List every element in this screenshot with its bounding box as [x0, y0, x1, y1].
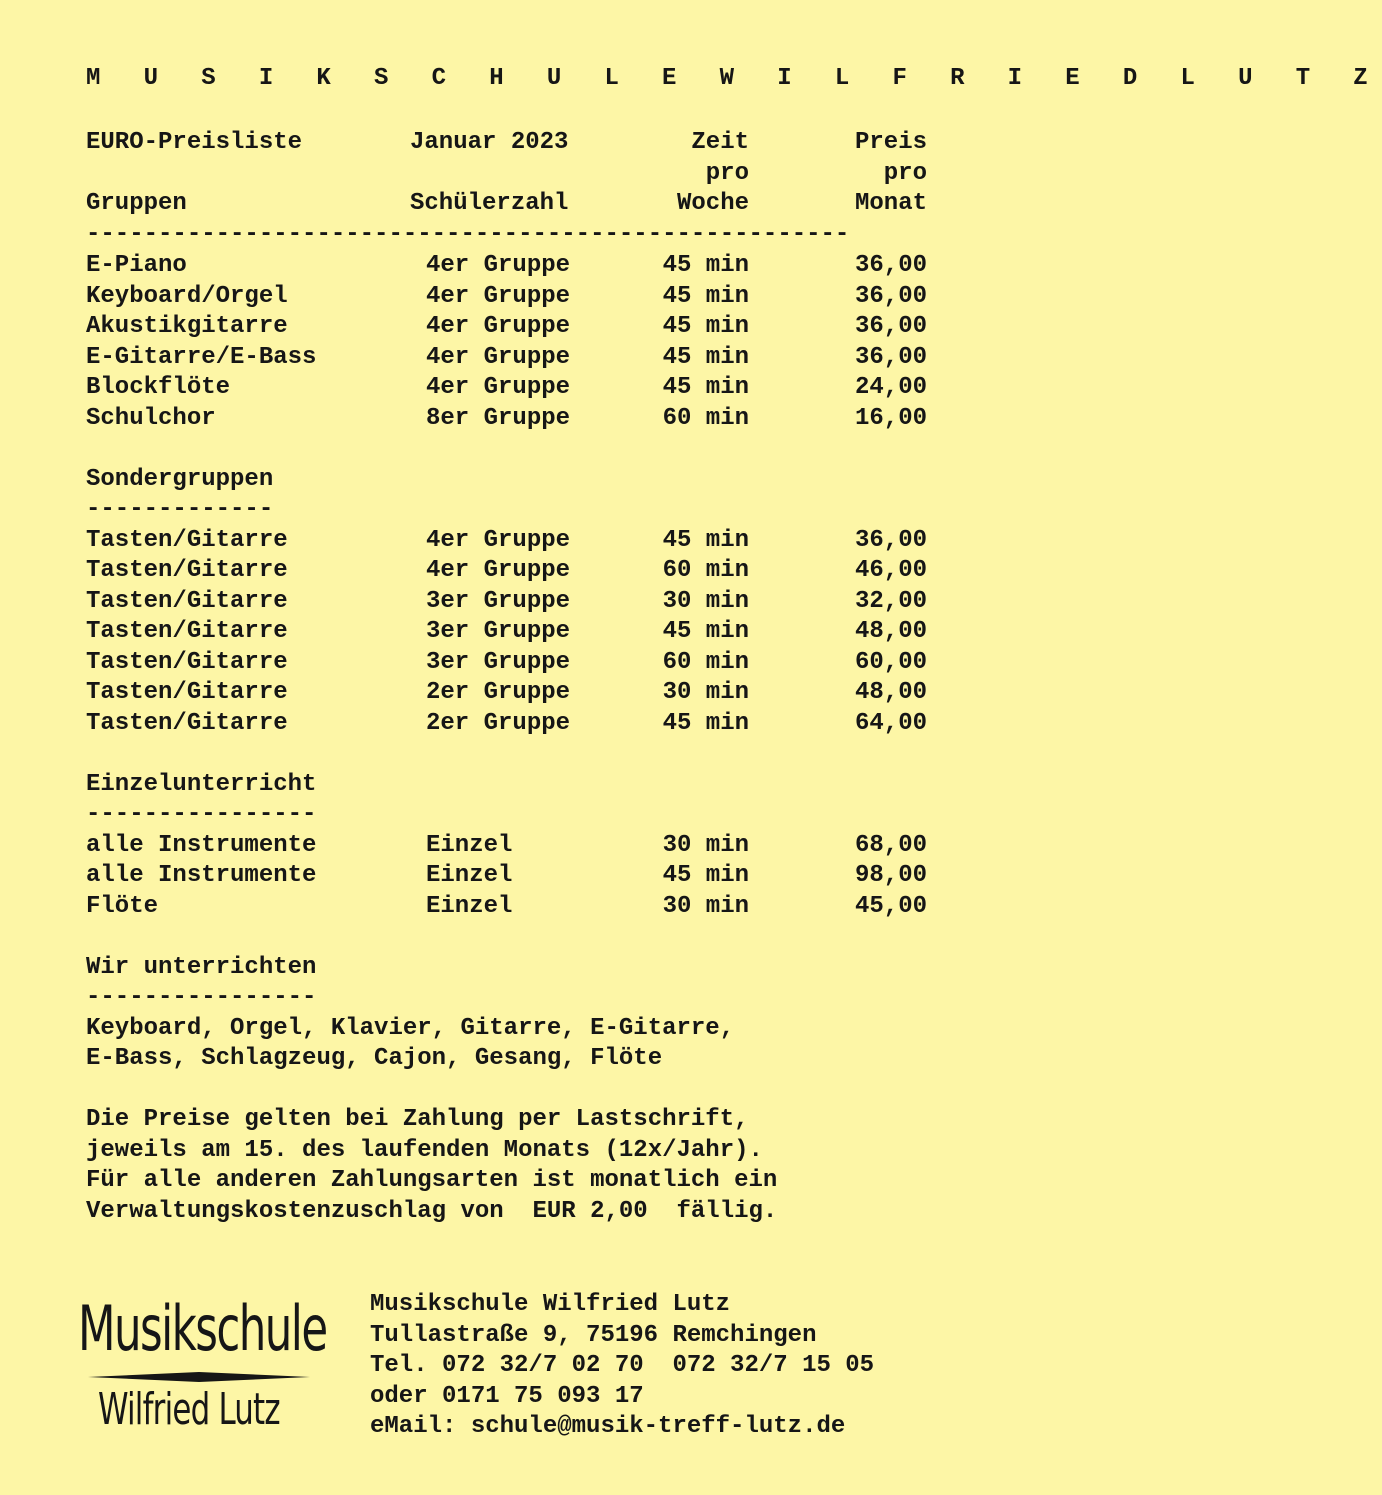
time-cell: 30 min	[662, 587, 749, 615]
school-title: M U S I K S C H U L E W I L F R I E D L U T Z	[86, 65, 1382, 92]
time-cell: 45 min	[662, 618, 749, 645]
time-cell: 45 min	[662, 374, 749, 401]
time-cell: 30 min	[662, 831, 749, 859]
group-size-cell: 4er Gruppe	[426, 374, 571, 401]
group-size-cell: 2er Gruppe	[426, 679, 571, 706]
group-size-cell: 4er Gruppe	[426, 526, 571, 554]
group-size-cell: 3er Gruppe	[426, 587, 571, 615]
teach-heading: Wir unterrichten	[86, 953, 317, 981]
note-line-2: jeweils am 15. des laufenden Monats (12x/Jahr).	[86, 1136, 763, 1164]
teach-line-2: E-Bass, Schlagzeug, Cajon, Gesang, Flöte	[86, 1045, 663, 1072]
single-row	[86, 831, 956, 862]
special-heading: Sondergruppen	[86, 465, 274, 493]
price-cell: 36,00	[854, 252, 927, 279]
group-size-cell: 8er Gruppe	[426, 404, 571, 432]
price-cell: 48,00	[854, 679, 927, 706]
instrument-cell: E-Piano	[86, 252, 187, 279]
instrument-cell: Schulchor	[86, 404, 216, 432]
price-table-header	[86, 128, 956, 250]
special-section	[86, 526, 956, 740]
col-time-pro: pro	[705, 159, 749, 187]
time-cell: 45 min	[662, 313, 749, 340]
groups-section	[86, 251, 956, 434]
group-row	[86, 282, 956, 313]
instrument-cell: Tasten/Gitarre	[86, 679, 288, 706]
time-cell: 45 min	[662, 862, 749, 889]
instrument-cell: Flöte	[86, 892, 159, 920]
price-cell: 36,00	[854, 313, 927, 340]
instrument-cell: E-Gitarre/E-Bass	[86, 343, 317, 371]
price-cell: 16,00	[854, 404, 927, 432]
special-row	[86, 556, 956, 587]
contact-name: Musikschule Wilfried Lutz	[370, 1291, 731, 1318]
teach-line-1: Keyboard, Orgel, Klavier, Gitarre, E-Gitarre,	[86, 1014, 735, 1042]
single-rule: ----------------	[86, 801, 317, 828]
price-cell: 68,00	[854, 831, 927, 859]
col-month-label: Monat	[854, 190, 927, 217]
group-size-cell: Einzel	[426, 831, 513, 859]
time-cell: 45 min	[662, 709, 749, 737]
header-divider: -----------------------------------------------------	[86, 220, 850, 248]
price-cell: 48,00	[854, 618, 927, 645]
school-logo	[78, 1292, 328, 1442]
price-table-body	[86, 251, 956, 1227]
group-size-cell: 3er Gruppe	[426, 618, 571, 645]
note-line-4: Verwaltungskostenzuschlag von EUR 2,00 fällig.	[86, 1197, 778, 1225]
instrument-cell: Tasten/Gitarre	[86, 618, 288, 645]
time-cell: 30 min	[662, 679, 749, 706]
single-section	[86, 831, 956, 923]
time-cell: 45 min	[662, 282, 749, 310]
header-row-1	[86, 128, 956, 159]
col-price-pro: pro	[883, 159, 927, 187]
time-cell: 45 min	[662, 252, 749, 279]
group-row	[86, 251, 956, 282]
price-list-date: Januar 2023	[410, 129, 569, 156]
instrument-cell: alle Instrumente	[86, 862, 317, 889]
special-row	[86, 648, 956, 679]
note-line-1: Die Preise gelten bei Zahlung per Lastschrift,	[86, 1106, 749, 1133]
special-row	[86, 709, 956, 740]
header-row-2	[86, 159, 956, 190]
group-size-cell: 4er Gruppe	[426, 313, 571, 340]
col-time-label: Zeit	[691, 129, 749, 156]
time-cell: 60 min	[662, 648, 749, 676]
col-week-label: Woche	[676, 190, 749, 217]
price-cell: 60,00	[854, 648, 927, 676]
price-cell: 45,00	[854, 892, 927, 920]
single-row	[86, 892, 956, 923]
group-size-cell: 3er Gruppe	[426, 648, 571, 676]
logo-line-1: Musikschule	[78, 1292, 327, 1365]
price-cell: 24,00	[854, 374, 927, 401]
price-cell: 36,00	[854, 282, 927, 310]
logo-divider-icon	[88, 1372, 310, 1382]
group-row	[86, 373, 956, 404]
instrument-cell: Blockflöte	[86, 374, 231, 401]
price-cell: 46,00	[854, 557, 927, 584]
group-size-cell: 4er Gruppe	[426, 557, 571, 584]
contact-mobile[interactable]: oder 0171 75 093 17	[370, 1382, 644, 1410]
logo-line-2: Wilfried Lutz	[98, 1384, 280, 1435]
price-cell: 36,00	[854, 526, 927, 554]
price-cell: 64,00	[854, 709, 927, 737]
col-groups-label: Gruppen	[86, 190, 187, 217]
instrument-cell: alle Instrumente	[86, 831, 317, 859]
special-row	[86, 587, 956, 618]
special-rule: -------------	[86, 496, 274, 523]
price-cell: 32,00	[854, 587, 927, 615]
group-row	[86, 404, 956, 435]
price-cell: 98,00	[854, 862, 927, 889]
time-cell: 45 min	[662, 343, 749, 371]
special-row	[86, 526, 956, 557]
price-list-label: EURO-Preisliste	[86, 129, 303, 156]
time-cell: 45 min	[662, 526, 749, 554]
time-cell: 60 min	[662, 557, 749, 584]
group-size-cell: 2er Gruppe	[426, 709, 571, 737]
contact-phone[interactable]: Tel. 072 32/7 02 70 072 32/7 15 05	[370, 1352, 875, 1379]
special-row	[86, 617, 956, 648]
time-cell: 60 min	[662, 404, 749, 432]
group-size-cell: 4er Gruppe	[426, 282, 571, 310]
instrument-cell: Tasten/Gitarre	[86, 557, 288, 584]
teach-rule: ----------------	[86, 984, 317, 1011]
instrument-cell: Tasten/Gitarre	[86, 587, 288, 615]
single-heading: Einzelunterricht	[86, 770, 317, 798]
contact-block	[370, 1290, 874, 1443]
instrument-cell: Akustikgitarre	[86, 313, 288, 340]
instrument-cell: Tasten/Gitarre	[86, 648, 288, 676]
instrument-cell: Tasten/Gitarre	[86, 709, 288, 737]
group-size-cell: 4er Gruppe	[426, 343, 571, 371]
instrument-cell: Tasten/Gitarre	[86, 526, 288, 554]
single-row	[86, 861, 956, 892]
group-row	[86, 343, 956, 374]
header-row-3	[86, 189, 956, 220]
instrument-cell: Keyboard/Orgel	[86, 282, 288, 310]
contact-email[interactable]: eMail: schule@musik-treff-lutz.de	[370, 1413, 846, 1440]
time-cell: 30 min	[662, 892, 749, 920]
contact-street: Tullastraße 9, 75196 Remchingen	[370, 1321, 817, 1349]
group-size-cell: 4er Gruppe	[426, 252, 571, 279]
col-students-label: Schülerzahl	[410, 190, 569, 217]
group-row	[86, 312, 956, 343]
group-size-cell: Einzel	[426, 862, 513, 889]
price-cell: 36,00	[854, 343, 927, 371]
note-line-3: Für alle anderen Zahlungsarten ist monatlich ein	[86, 1167, 778, 1194]
group-size-cell: Einzel	[426, 892, 513, 920]
special-row	[86, 678, 956, 709]
col-price-label: Preis	[854, 129, 927, 156]
